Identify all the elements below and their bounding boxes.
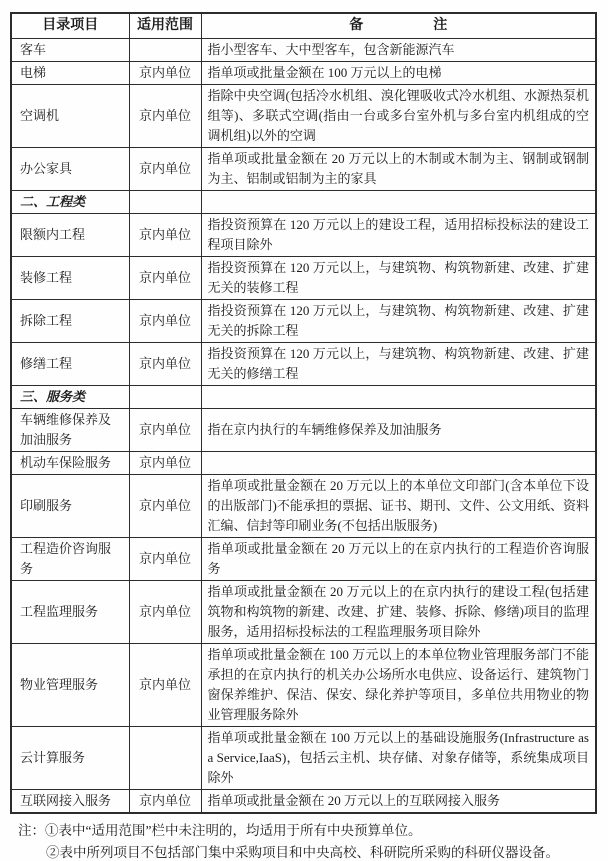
- applicable-scope-cell: 京内单位: [129, 644, 201, 727]
- remark-cell: 指单项或批量金额在 20 万元以上的本单位文印部门(含本单位下设的出版部门)不能承担的票据、证书、期刊、文件、公文用纸、资料汇编、信封等印刷业务(不包括出版服务): [201, 475, 596, 538]
- catalog-item-cell: 物业管理服务: [11, 644, 129, 727]
- table-row: [11, 409, 596, 452]
- table-row: [11, 538, 596, 581]
- catalog-item-cell: 车辆维修保养及加油服务: [11, 409, 129, 452]
- remark-cell: [201, 386, 596, 409]
- applicable-scope-cell: 京内单位: [129, 148, 201, 191]
- catalog-item-cell: 办公家具: [11, 148, 129, 191]
- applicable-scope-cell: [129, 727, 201, 790]
- table-row: [11, 300, 596, 343]
- footnotes: [10, 820, 595, 861]
- table-row: [11, 39, 596, 62]
- applicable-scope-cell: 京内单位: [129, 214, 201, 257]
- catalog-item-cell: 限额内工程: [11, 214, 129, 257]
- remark-cell: 指投资预算在 120 万元以上，与建筑物、构筑物新建、改建、扩建无关的修缮工程: [201, 343, 596, 386]
- table-row: [11, 214, 596, 257]
- remark-cell: 指单项或批量金额在 100 万元以上的电梯: [201, 62, 596, 85]
- applicable-scope-cell: 京内单位: [129, 581, 201, 644]
- remark-cell: [201, 452, 596, 475]
- table-row: [11, 343, 596, 386]
- remark-cell: 指投资预算在 120 万元以上，与建筑物、构筑物新建、改建、扩建无关的装修工程: [201, 257, 596, 300]
- applicable-scope-cell: 京内单位: [129, 409, 201, 452]
- catalog-item-cell: 工程监理服务: [11, 581, 129, 644]
- applicable-scope-cell: 京内单位: [129, 475, 201, 538]
- applicable-scope-cell: 京内单位: [129, 452, 201, 475]
- applicable-scope-cell: 京内单位: [129, 790, 201, 814]
- table-row: [11, 386, 596, 409]
- footnote-2: ②表中所列项目不包括部门集中采购项目和中央高校、科研院所采购的科研仪器设备。: [46, 845, 559, 860]
- remark-cell: 指投资预算在 120 万元以上的建设工程，适用招标投标法的建设工程项目除外: [201, 214, 596, 257]
- remark-cell: [201, 191, 596, 214]
- header-applicable-scope: 适用范围: [129, 13, 201, 39]
- table-row: [11, 475, 596, 538]
- table-row: [11, 452, 596, 475]
- remark-cell: 指单项或批量金额在 100 万元以上的本单位物业管理服务部门不能承担的在京内执行的机关办公场所水电供应、设备运行、建筑物门窗保养维护、保洁、保安、绿化养护等项目，多单位共用物业的物业管理服务除外: [201, 644, 596, 727]
- header-catalog-item: 目录项目: [11, 13, 129, 39]
- header-remarks: 备 注: [201, 13, 596, 39]
- catalog-item-cell: 互联网接入服务: [11, 790, 129, 814]
- remark-cell: 指单项或批量金额在 20 万元以上的在京内执行的工程造价咨询服务: [201, 538, 596, 581]
- catalog-item-cell: 工程造价咨询服务: [11, 538, 129, 581]
- remark-cell: 指单项或批量金额在 100 万元以上的基础设施服务(Infrastructure as a Service,IaaS)，包括云主机、块存储、对象存储等，系统集成项目除外: [201, 727, 596, 790]
- catalog-item-cell: 三、服务类: [11, 386, 129, 409]
- table-row: [11, 727, 596, 790]
- table-row: [11, 148, 596, 191]
- footnote-1-text: ①表中“适用范围”栏中未注明的，均适用于所有中央预算单位。: [45, 823, 422, 838]
- table-row: [11, 85, 596, 148]
- catalog-item-cell: 空调机: [11, 85, 129, 148]
- applicable-scope-cell: [129, 191, 201, 214]
- catalog-item-cell: 客车: [11, 39, 129, 62]
- table-row: [11, 62, 596, 85]
- table-row: [11, 644, 596, 727]
- applicable-scope-cell: [129, 386, 201, 409]
- table-header-row: [11, 13, 596, 39]
- catalog-item-cell: 二、工程类: [11, 191, 129, 214]
- footnote-label: 注：: [18, 823, 45, 838]
- catalog-item-cell: 拆除工程: [11, 300, 129, 343]
- catalog-item-cell: 电梯: [11, 62, 129, 85]
- applicable-scope-cell: 京内单位: [129, 343, 201, 386]
- table-row: [11, 790, 596, 814]
- applicable-scope-cell: 京内单位: [129, 300, 201, 343]
- applicable-scope-cell: [129, 39, 201, 62]
- catalog-item-cell: 云计算服务: [11, 727, 129, 790]
- catalog-item-cell: 修缮工程: [11, 343, 129, 386]
- catalog-item-cell: 机动车保险服务: [11, 452, 129, 475]
- catalog-item-cell: 装修工程: [11, 257, 129, 300]
- remark-cell: 指单项或批量金额在 20 万元以上的木制或木制为主、钢制或钢制为主、铝制或铝制为主的家具: [201, 148, 596, 191]
- table-row: [11, 257, 596, 300]
- table-row: [11, 581, 596, 644]
- procurement-catalog-table: [10, 12, 597, 814]
- remark-cell: 指单项或批量金额在 20 万元以上的互联网接入服务: [201, 790, 596, 814]
- applicable-scope-cell: 京内单位: [129, 257, 201, 300]
- applicable-scope-cell: 京内单位: [129, 538, 201, 581]
- footnote-1: [18, 820, 595, 842]
- remark-cell: 指在京内执行的车辆维修保养及加油服务: [201, 409, 596, 452]
- applicable-scope-cell: 京内单位: [129, 62, 201, 85]
- catalog-item-cell: 印刷服务: [11, 475, 129, 538]
- remark-cell: 指投资预算在 120 万元以上，与建筑物、构筑物新建、改建、扩建无关的拆除工程: [201, 300, 596, 343]
- remark-cell: 指小型客车、大中型客车，包含新能源汽车: [201, 39, 596, 62]
- remark-cell: 指除中央空调(包括冷水机组、溴化锂吸收式冷水机组、水源热泵机组等)、多联式空调(指由一台或多台室外机与多台室内机组成的空调机组)以外的空调: [201, 85, 596, 148]
- applicable-scope-cell: 京内单位: [129, 85, 201, 148]
- remark-cell: 指单项或批量金额在 20 万元以上的在京内执行的建设工程(包括建筑物和构筑物的新建、改建、扩建、装修、拆除、修缮)项目的监理服务，适用招标投标法的工程监理服务项目除外: [201, 581, 596, 644]
- table-row: [11, 191, 596, 214]
